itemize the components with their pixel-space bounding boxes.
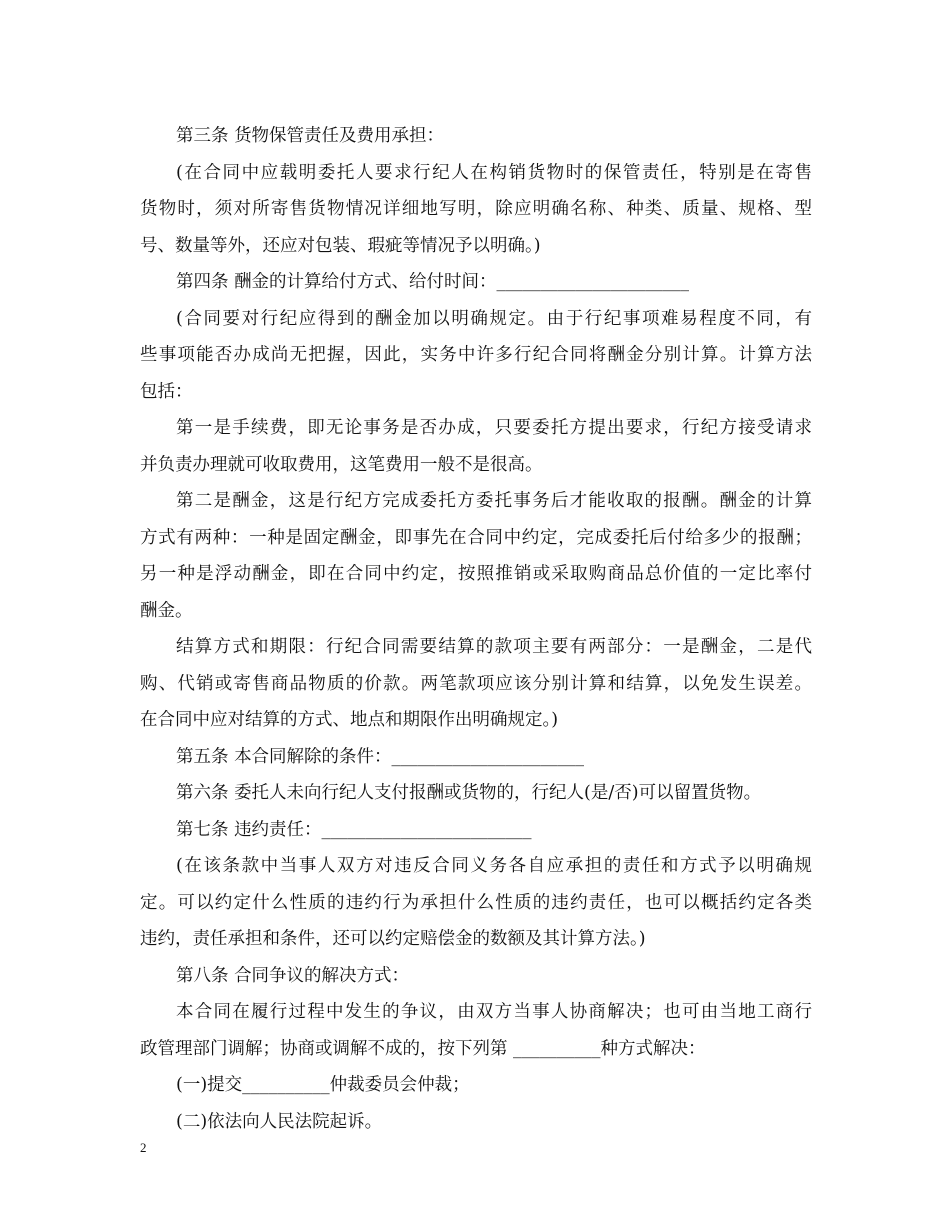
text-line: (在该条款中当事人双方对违反合同义务各自应承担的责任和方式予以明确规	[176, 856, 812, 876]
text-line: 些事项能否办成尚无把握，因此，实务中许多行纪合同将酬金分别计算。计算方法	[140, 345, 812, 365]
text-line: 政管理部门调解；协商或调解不成的，按下列第 __________种方式解决：	[140, 1038, 706, 1059]
text-line: 酬金。	[140, 600, 193, 621]
page-number: 2	[140, 1140, 147, 1155]
text-line: 第五条 本合同解除的条件：______________________	[176, 746, 585, 767]
text-line: 违约，责任承担和条件，还可以约定赔偿金的数额及其计算方法。)	[140, 929, 646, 949]
text-line: 定。可以约定什么性质的违约行为承担什么性质的违约责任，也可以概括约定各类	[140, 892, 812, 913]
text-line: (一)提交__________仲裁委员会仲裁；	[176, 1075, 470, 1095]
text-line: (在合同中应载明委托人要求行纪人在构销货物时的保管责任，特别是在寄售	[176, 162, 812, 183]
text-line: 第六条 委托人未向行纪人支付报酬或货物的，行纪人(是/否)可以留置货物。	[176, 783, 762, 803]
text-line: 号、数量等外，还应对包装、瑕疵等情况予以明确。)	[140, 235, 541, 256]
document-body	[140, 118, 812, 1140]
text-line: 第三条 货物保管责任及费用承担：	[176, 126, 445, 146]
text-line: 第四条 酬金的计算给付方式、给付时间：______________________	[176, 272, 690, 292]
text-line: 第七条 违约责任：________________________	[176, 819, 532, 840]
text-line: 方式有两种：一种是固定酬金，即事先在合同中约定，完成委托后付给多少的报酬；	[140, 527, 812, 548]
text-line: 结算方式和期限：行纪合同需要结算的款项主要有两部分：一是酬金，二是代	[176, 637, 812, 657]
text-line: 包括：	[140, 381, 193, 402]
text-line: 购、代销或寄售商品物质的价款。两笔款项应该分别计算和结算，以免发生误差。	[140, 673, 812, 694]
text-line: 另一种是浮动酬金，即在合同中约定，按照推销或采取购商品总价值的一定比率付	[140, 564, 812, 584]
text-line: 第八条 合同争议的解决方式：	[176, 965, 410, 986]
text-line: 货物时，须对所寄售货物情况详细地写明，除应明确名称、种类、质量、规格、型	[140, 199, 812, 219]
text-line: 第二是酬金，这是行纪方完成委托方委托事务后才能收取的报酬。酬金的计算	[176, 491, 812, 511]
text-line: (合同要对行纪应得到的酬金加以明确规定。由于行纪事项难易程度不同，有	[176, 308, 812, 329]
text-line: 并负责办理就可收取费用，这笔费用一般不是很高。	[140, 454, 543, 475]
text-line: 第一是手续费，即无论事务是否办成，只要委托方提出要求，行纪方接受请求	[176, 418, 812, 438]
text-line: (二)依法向人民法院起诉。	[176, 1111, 383, 1132]
text-line: 在合同中应对结算的方式、地点和期限作出明确规定。)	[140, 710, 559, 730]
text-line: 本合同在履行过程中发生的争议，由双方当事人协商解决；也可由当地工商行	[176, 1002, 812, 1022]
